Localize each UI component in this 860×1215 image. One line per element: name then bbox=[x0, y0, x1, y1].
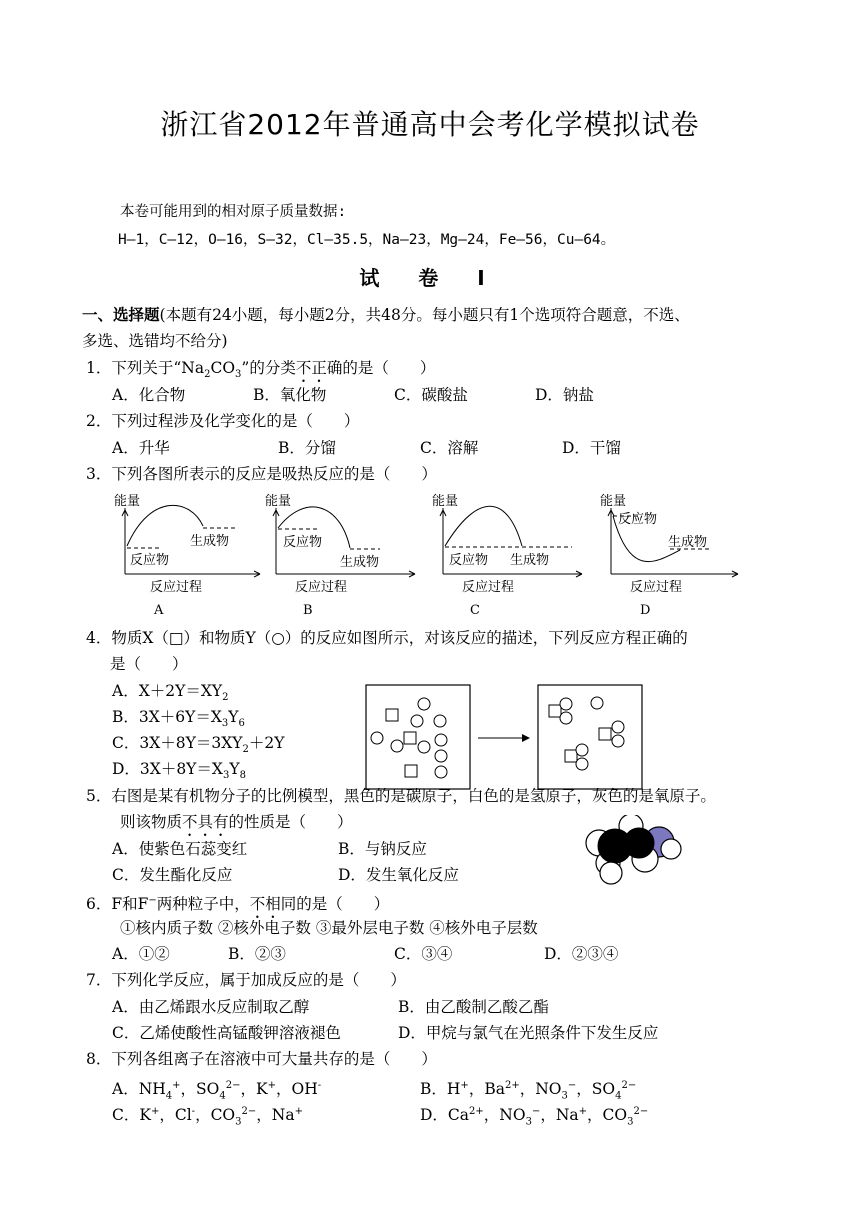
letter-c: C bbox=[470, 603, 480, 618]
q1-option-a: A．化合物 bbox=[112, 386, 186, 404]
svg-text:反应过程: 反应过程 bbox=[295, 580, 348, 595]
q3-diagram-d bbox=[600, 493, 738, 618]
q4-option-a: A．$X+2Y=XY_2$ bbox=[112, 682, 229, 704]
energy-label: 能量 bbox=[114, 494, 141, 509]
q4-stem1: 4．物质X（□）和物质Y（○）的反应如图所示，对该反应的描述，下列反应方程正确的 bbox=[86, 629, 688, 647]
q2-option-a: A．升华 bbox=[112, 439, 170, 457]
part1-desc2: 多选、选错均不给分) bbox=[82, 332, 228, 350]
q6-items: ①核内质子数 ②核外电子数 ③最外层电子数 ④核外电子层数 bbox=[120, 919, 538, 937]
svg-text:反应过程: 反应过程 bbox=[462, 580, 515, 595]
q1-stem: 1．下列关于“$Na_2CO_3$”的分类不正确的是（ ） bbox=[86, 359, 436, 381]
q4-option-b: B．$3X+6Y=X_3Y_6$ bbox=[112, 708, 245, 730]
svg-text:生成物: 生成物 bbox=[340, 555, 380, 570]
q3-energy-diagrams bbox=[110, 488, 750, 620]
q8-option-a: A．$NH_4^+$，$SO_4^{2-}$，K+，OH- bbox=[112, 1080, 322, 1102]
svg-text:反应物: 反应物 bbox=[618, 512, 658, 527]
letter-b: B bbox=[303, 603, 313, 618]
q3-diagram-a bbox=[114, 493, 260, 618]
q5-molecule-model bbox=[575, 815, 695, 890]
q7-stem: 7．下列化学反应，属于加成反应的是（ ） bbox=[86, 971, 406, 989]
page-title: 浙江省2012年普通高中会考化学模拟试卷 bbox=[160, 108, 700, 141]
atomic-mass-intro: 本卷可能用到的相对原子质量数据: bbox=[120, 204, 347, 220]
part1-heading-line bbox=[82, 305, 690, 325]
q4-reaction-diagram bbox=[360, 680, 700, 792]
svg-text:能量: 能量 bbox=[265, 494, 292, 509]
process-label: 反应过程 bbox=[150, 580, 203, 595]
q7-option-d: D．甲烷与氯气在光照条件下发生反应 bbox=[398, 1024, 659, 1042]
q5-stem2: 则该物质不具有的性质是（ ） bbox=[120, 813, 353, 831]
q1-option-b: B．氧化物 bbox=[253, 386, 327, 404]
q6-option-d: D．②③④ bbox=[544, 945, 619, 963]
q2-option-d: D．干馏 bbox=[562, 439, 621, 457]
letter-a: A bbox=[154, 603, 164, 618]
reactant-label: 反应物 bbox=[130, 553, 170, 568]
q8-option-b: B．H+，$Ba^{2+}$，$NO_3^-$，$SO_4^{2-}$ bbox=[420, 1080, 637, 1102]
q5-option-c: C．发生酯化反应 bbox=[112, 866, 233, 884]
svg-text:反应物: 反应物 bbox=[449, 553, 489, 568]
q3-diagram-c bbox=[432, 493, 582, 618]
q6-stem: 6．F和F−两种粒子中，不相同的是（ ） bbox=[86, 895, 390, 914]
svg-text:反应过程: 反应过程 bbox=[630, 580, 683, 595]
q4-stem2: 是（ ） bbox=[110, 655, 188, 673]
q5-option-d: D．发生氧化反应 bbox=[338, 866, 459, 884]
svg-text:生成物: 生成物 bbox=[668, 535, 708, 550]
q6-option-b: B．②③ bbox=[228, 945, 286, 963]
svg-text:生成物: 生成物 bbox=[510, 553, 550, 568]
q2-option-b: B．分馏 bbox=[278, 439, 336, 457]
q8-stem: 8．下列各组离子在溶液中可大量共存的是（ ） bbox=[86, 1050, 437, 1068]
q5-option-b: B．与钠反应 bbox=[338, 840, 427, 858]
q5-stem1: 5．右图是某有机物分子的比例模型，黑色的是碳原子，白色的是氢原子，灰色的是氧原子。 bbox=[86, 787, 716, 805]
svg-text:反应物: 反应物 bbox=[283, 535, 323, 550]
q2-stem: 2．下列过程涉及化学变化的是（ ） bbox=[86, 412, 360, 430]
q7-option-c: C．乙烯使酸性高锰酸钾溶液褪色 bbox=[112, 1024, 341, 1042]
q2-option-c: C．溶解 bbox=[420, 439, 479, 457]
q1-option-c: C．碳酸盐 bbox=[394, 386, 468, 404]
q1-option-d: D．钠盐 bbox=[535, 386, 594, 404]
q1-emphasis: 不正 bbox=[295, 359, 327, 377]
product-label: 生成物 bbox=[190, 534, 230, 549]
q7-option-b: B．由乙酸制乙酸乙酯 bbox=[398, 998, 549, 1016]
atomic-mass-values: H—1，C—12，O—16，S—32，Cl—35.5，Na—23，Mg—24，Fe—56，Cu—64。 bbox=[118, 232, 616, 248]
q3-stem: 3．下列各图所表示的反应是吸热反应的是（ ） bbox=[86, 465, 437, 483]
q6-option-a: A．①② bbox=[112, 945, 170, 963]
section-title: 试 卷 Ⅰ bbox=[359, 266, 501, 290]
q5-emphasis: 不具有 bbox=[182, 813, 229, 831]
part1-heading: 一、选择题 bbox=[82, 305, 160, 324]
svg-text:能量: 能量 bbox=[432, 494, 459, 509]
svg-text:能量: 能量 bbox=[600, 494, 627, 509]
q4-option-c: C．$3X+8Y=3XY_2+2Y$ bbox=[112, 734, 285, 756]
q8-option-c: C．K+，Cl-，$CO_3^{2-}$，Na+ bbox=[112, 1106, 303, 1128]
q6-emphasis: 不相 bbox=[249, 895, 281, 914]
q7-option-a: A．由乙烯跟水反应制取乙醇 bbox=[112, 998, 310, 1016]
q8-option-d: D．$Ca^{2+}$，$NO_3^-$，Na+，$CO_3^{2-}$ bbox=[420, 1106, 649, 1128]
q4-option-d: D．$3X+8Y=X_3Y_8$ bbox=[112, 760, 246, 782]
letter-d: D bbox=[640, 603, 651, 618]
part1-desc1: (本题有24小题，每小题2分，共48分。每小题只有1个选项符合题意，不选、 bbox=[159, 306, 690, 324]
q3-diagram-b bbox=[265, 493, 415, 618]
q6-option-c: C．③④ bbox=[394, 945, 453, 963]
q5-option-a: A．使紫色石蕊变红 bbox=[112, 840, 248, 858]
